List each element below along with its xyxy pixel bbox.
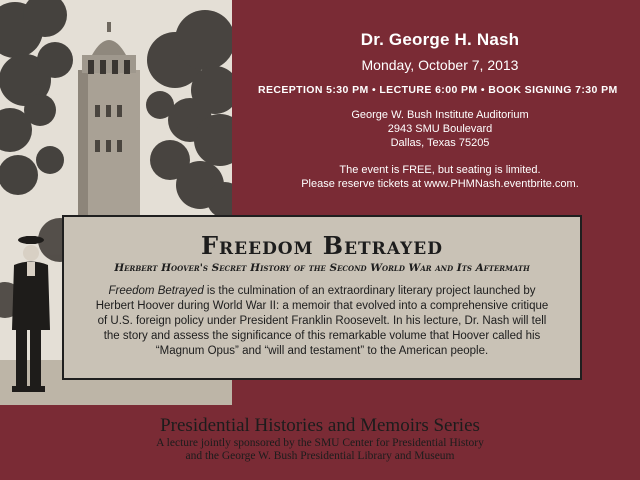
- series-sponsor-line-2: and the George W. Bush Presidential Library and Museum: [185, 450, 455, 462]
- venue-line-3: Dallas, Texas 75205: [390, 137, 490, 149]
- book-panel: [62, 215, 582, 380]
- book-description: [92, 284, 552, 359]
- speaker-name: Dr. George H. Nash: [360, 30, 520, 49]
- book-subtitle: Herbert Hoover's Secret History of the Second World War and Its Aftermath: [114, 262, 530, 274]
- notice-line-1: The event is FREE, but seating is limited.: [339, 164, 541, 176]
- venue-line-1: George W. Bush Institute Auditorium: [351, 109, 529, 121]
- venue-line-2: 2943 SMU Boulevard: [387, 123, 493, 135]
- event-date: Monday, October 7, 2013: [361, 57, 519, 73]
- ticket-notice: [240, 163, 640, 191]
- book-title: Freedom Betrayed: [200, 231, 443, 260]
- venue-address: [240, 108, 640, 150]
- series-title: Presidential Histories and Memoirs Series: [160, 415, 480, 436]
- event-schedule: RECEPTION 5:30 PM • LECTURE 6:00 PM • BOOK SIGNING 7:30 PM: [258, 84, 618, 96]
- series-sponsor-line-1: A lecture jointly sponsored by the SMU Center for Presidential History: [156, 437, 484, 449]
- book-description-title: Freedom Betrayed: [108, 285, 204, 297]
- book-description-text: is the culmination of an extraordinary literary project launched by Herbert Hoover during World War II: a memoir that evolved into a comprehensive critique of U.S. foreign policy under President Franklin Roosevelt. In his lecture, Dr. Nash will tell the story and assess the significance of this remarkable volume that Hoover called his “Magnum Opus” and “will and testament” to the American people.: [95, 285, 549, 357]
- notice-line-2: Please reserve tickets at www.PHMNash.eventbrite.com.: [301, 178, 579, 190]
- series-info: [0, 415, 640, 463]
